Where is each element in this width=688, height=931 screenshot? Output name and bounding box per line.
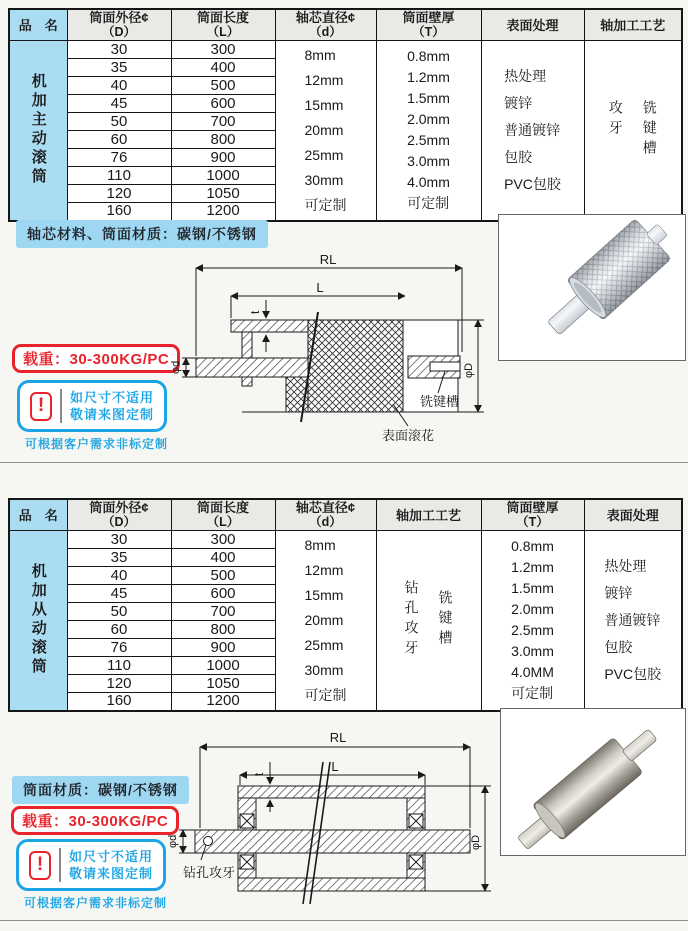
row-label-idler-roller: 机加从动滚筒 [9, 531, 67, 711]
col-header-product: 品 名 [9, 499, 67, 531]
wall-thickness-list: 0.8mm 1.2mm 1.5mm 2.0mm 2.5mm 3.0mm 4.0MM 可定制 [481, 531, 584, 711]
col-header-shaft-dia: 轴芯直径¢ （d） [275, 499, 376, 531]
dim-label-t: t [248, 310, 262, 314]
row-label-drive-roller: 机加主动滚筒 [9, 41, 67, 221]
cell-l: 300 [171, 41, 275, 59]
notice-text: 如尺寸不适用 敬请来图定制 [70, 390, 155, 422]
notice-divider [59, 848, 61, 882]
table-row: 45 600 [9, 585, 682, 603]
table-row: 40 500 [9, 77, 682, 95]
dim-label-l: L [316, 280, 324, 295]
keyway-label: 铣键槽 [420, 394, 460, 409]
dim-label-l: L [331, 759, 339, 774]
table-row: 60 800 [9, 131, 682, 149]
col-header-process: 轴加工工艺 [376, 499, 481, 531]
material-note-badge: 筒面材质：碳钢/不锈钢 [12, 776, 189, 804]
roller-photo-illustration [499, 215, 685, 360]
dim-label-phi-D: φD [463, 362, 475, 378]
drill-tap-label: 钻孔攻牙 [183, 865, 236, 880]
table-row: 35 400 [9, 59, 682, 77]
dim-label-phi-D: φD [470, 834, 482, 850]
load-capacity-badge: 载重：30-300KG/PC [11, 806, 179, 835]
table-row: 76 900 [9, 149, 682, 167]
table-row: 120 1050 [9, 185, 682, 203]
idler-roller-drawing [163, 732, 508, 910]
notice-text: 如尺寸不适用 敬请来图定制 [69, 849, 154, 881]
idler-roller-spec-table [8, 498, 683, 712]
shaft-diameter-list: 8mm 12mm 15mm 20mm 25mm 30mm 可定制 [275, 41, 376, 221]
warning-icon: ! [29, 851, 51, 880]
drive-roller-spec-table [8, 8, 683, 222]
dim-label-rl: RL [329, 732, 347, 745]
table-row: 120 1050 [9, 675, 682, 693]
drive-roller-photo [498, 214, 686, 361]
roller-section-geometry [195, 762, 470, 904]
idler-roller-photo [500, 708, 686, 856]
surface-treatment-list: 热处理 镀锌 普通镀锌 包胶 PVC包胶 [481, 41, 584, 221]
knurled-roller [535, 215, 680, 348]
roller-photo-illustration [501, 709, 685, 855]
knurl-label: 表面滚花 [382, 428, 435, 443]
col-header-wall: 筒面壁厚 （T） [481, 499, 584, 531]
dim-label-phi-d: φd [167, 834, 179, 848]
table-row: 35 400 [9, 549, 682, 567]
cell-d: 30 [67, 41, 171, 59]
drive-roller-drawing [168, 252, 508, 460]
custom-size-notice [16, 839, 166, 891]
warning-icon: ! [30, 392, 52, 421]
col-header-process: 轴加工工艺 [584, 9, 682, 41]
table-row: 160 1200 [9, 693, 682, 711]
table-row: 60 800 [9, 621, 682, 639]
col-header-shaft-dia: 轴芯直径¢ （d） [275, 9, 376, 41]
wall-thickness-list: 0.8mm 1.2mm 1.5mm 2.0mm 2.5mm 3.0mm 4.0mm 可定制 [376, 41, 481, 221]
table-header-row [9, 9, 682, 41]
table-row: 76 900 [9, 639, 682, 657]
col-header-surface: 表面处理 [584, 499, 682, 531]
table-row: 40 500 [9, 567, 682, 585]
col-header-wall: 筒面壁厚 （T） [376, 9, 481, 41]
col-header-length: 筒面长度 （L） [171, 499, 275, 531]
table-row: 45 600 [9, 95, 682, 113]
material-note-badge: 轴芯材料、筒面材质：碳钢/不锈钢 [16, 220, 268, 248]
table-row: 110 1000 [9, 657, 682, 675]
surface-treatment-list: 热处理 镀锌 普通镀锌 包胶 PVC包胶 [584, 531, 682, 711]
col-header-outer-dia: 筒面外径¢ （D） [67, 9, 171, 41]
shaft-process-cell: 钻孔攻牙 铣键槽 [376, 531, 481, 711]
table-row: 50 700 [9, 603, 682, 621]
custom-order-note: 可根据客户需求非标定制 [25, 437, 169, 451]
dim-label-t: t [252, 772, 266, 776]
load-capacity-badge: 载重：30-300KG/PC [12, 344, 180, 373]
shaft-process-cell: 攻牙 铣键槽 [584, 41, 682, 221]
smooth-roller [508, 717, 668, 855]
col-header-product: 品 名 [9, 9, 67, 41]
table-row: 机加从动滚筒 30 300 8mm 12mm 15mm 20mm 25mm 30mm 可定制 钻孔攻牙 铣键槽 0.8mm 1.2mm 1.5mm 2.0mm 2.5mm 3.0mm 4.0MM 可定制 热处理 镀锌 普通镀锌 包胶 PVC包胶 [9, 531, 682, 549]
dim-label-phi-d: φd [170, 360, 182, 374]
col-header-length: 筒面长度 （L） [171, 9, 275, 41]
col-header-surface: 表面处理 [481, 9, 584, 41]
section-divider [0, 462, 688, 463]
table-row [9, 41, 682, 59]
dim-label-rl: RL [319, 252, 337, 267]
notice-divider [60, 389, 62, 423]
custom-order-note: 可根据客户需求非标定制 [24, 896, 168, 910]
col-header-outer-dia: 筒面外径¢ （D） [67, 499, 171, 531]
custom-size-notice [17, 380, 167, 432]
table-row: 50 700 [9, 113, 682, 131]
shaft-diameter-list: 8mm 12mm 15mm 20mm 25mm 30mm 可定制 [275, 531, 376, 711]
table-header-row [9, 499, 682, 531]
section-divider [0, 920, 688, 921]
table-row: 160 1200 [9, 203, 682, 221]
table-row: 110 1000 [9, 167, 682, 185]
